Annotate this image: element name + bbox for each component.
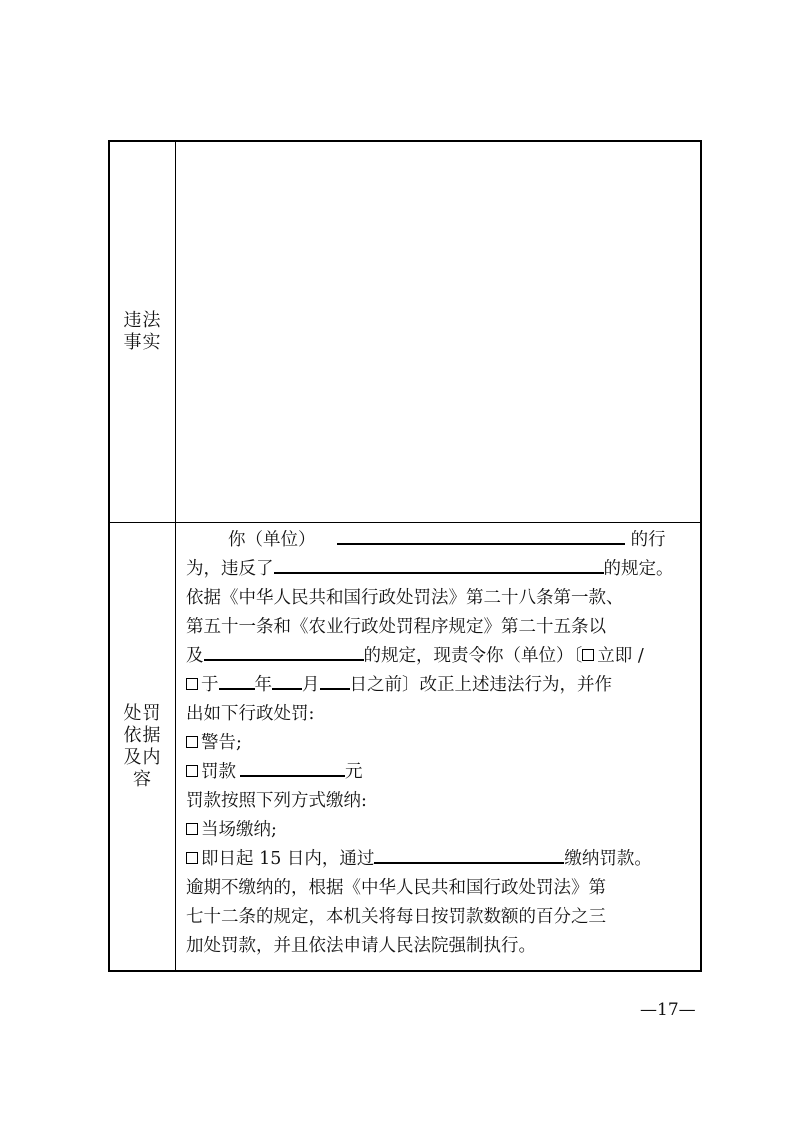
deferred-payment-suffix: 缴纳罚款。 <box>564 849 652 869</box>
month-label: 月 <box>302 675 320 695</box>
overdue-line-3: 加处罚款，并且依法申请人民法院强制执行。 <box>186 936 536 956</box>
illegal-facts-label-cell <box>110 142 176 522</box>
illegal-facts-content[interactable] <box>176 142 700 522</box>
deadline-month-blank[interactable] <box>272 672 302 690</box>
deadline-checkbox[interactable] <box>186 678 198 690</box>
penalty-line-1 <box>228 526 698 555</box>
basis-provision-blank[interactable] <box>204 643 364 661</box>
warning-checkbox[interactable] <box>186 736 198 748</box>
penalty-line-3: 依据《中华人民共和国行政处罚法》第二十八条第一款、 <box>186 588 624 608</box>
overdue-line-2: 七十二条的规定，本机关将每日按罚款数额的百分之三 <box>186 907 606 927</box>
fine-checkbox[interactable] <box>186 765 198 777</box>
deferred-payment-prefix: 即日起 15 日内，通过 <box>201 849 375 869</box>
violated-provision-blank[interactable] <box>274 556 604 574</box>
fine-label: 罚款 <box>201 762 236 782</box>
basis-prefix-text: 及 <box>186 646 204 666</box>
deadline-prefix-text: 于 <box>201 675 219 695</box>
immediate-label: 立即 / <box>597 646 644 666</box>
illegal-facts-label: 违法事实 <box>123 310 162 353</box>
penalty-basis-row <box>110 523 700 970</box>
deadline-year-blank[interactable] <box>219 672 255 690</box>
penalty-basis-label: 处罚依据及内容 <box>123 702 162 790</box>
penalty-line-6 <box>186 671 696 700</box>
illegal-facts-row <box>110 142 700 523</box>
deferred-payment-checkbox[interactable] <box>186 852 198 864</box>
penalty-line-5 <box>186 642 696 671</box>
onsite-payment-checkbox[interactable] <box>186 823 198 835</box>
deferred-payment-option <box>186 845 696 874</box>
onsite-payment-option <box>186 816 696 845</box>
act-suffix-text: 的行 <box>630 530 666 550</box>
payment-intro: 罚款按照下列方式缴纳: <box>186 791 367 811</box>
immediate-checkbox[interactable] <box>582 649 594 661</box>
unit-prefix-text: 你（单位） <box>228 530 316 550</box>
onsite-payment-label: 当场缴纳; <box>201 820 277 840</box>
order-text: 的规定，现责令你（单位）〔 <box>363 646 583 666</box>
deadline-day-blank[interactable] <box>320 672 350 690</box>
violated-suffix-text: 的规定。 <box>603 559 674 579</box>
year-label: 年 <box>254 675 272 695</box>
warning-label: 警告; <box>201 733 242 753</box>
penalty-basis-label-cell <box>110 523 176 970</box>
violated-prefix-text: 为，违反了 <box>186 559 274 579</box>
page-number: —17— <box>640 1000 696 1020</box>
penalty-line-4: 第五十一条和《农业行政处罚程序规定》第二十五条以 <box>186 617 606 637</box>
violator-name-blank[interactable] <box>337 527 625 545</box>
day-label: 日之前〕改正上述违法行为，并作 <box>349 675 612 695</box>
overdue-line-1: 逾期不缴纳的，根据《中华人民共和国行政处罚法》第 <box>186 878 606 898</box>
fine-unit-label: 元 <box>345 762 363 782</box>
fine-option <box>186 758 696 787</box>
penalty-line-7: 出如下行政处罚: <box>186 704 315 724</box>
payment-channel-blank[interactable] <box>374 846 564 864</box>
penalty-decision-table <box>108 140 702 972</box>
warning-option <box>186 729 696 758</box>
fine-amount-blank[interactable] <box>240 759 345 777</box>
penalty-line-2 <box>186 555 696 584</box>
